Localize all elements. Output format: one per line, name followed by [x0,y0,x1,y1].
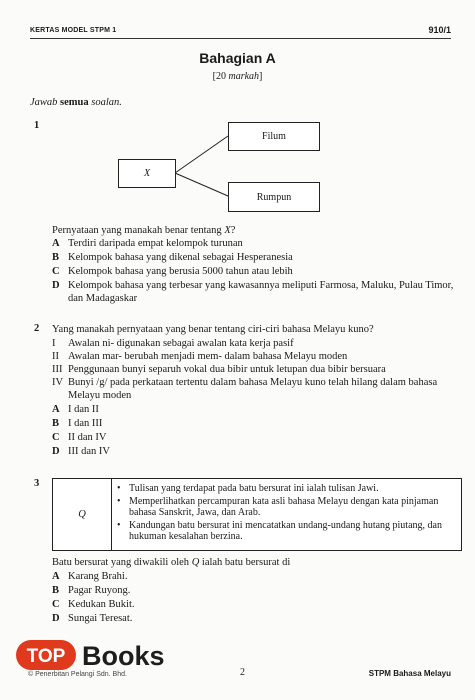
instruction-rest: soalan. [88,97,122,108]
subject-footer: STPM Bahasa Melayu [368,669,451,678]
q3-bullet-2 [115,496,457,519]
option-label: D [52,613,60,624]
section-title: Bahagian A [199,50,276,66]
q3-bullet-list [115,483,457,544]
q1-option-b[interactable] [52,251,462,264]
q1-option-c[interactable] [52,265,462,278]
marks-close: ] [259,71,263,82]
q1-option-a[interactable] [52,237,462,250]
bullet-text: Tulisan yang terdapat pada batu bersurat ini ialah tulisan Jawi. [129,483,379,494]
publisher-footer: © Penerbitan Pelangi Sdn. Bhd. [28,671,127,678]
instruction-bold: semua [60,97,89,108]
watermark-top: TOP [26,646,66,667]
bullet-icon: • [117,495,121,507]
option-text: Terdiri daripada empat kelompok turunan [68,238,243,249]
q3-option-b[interactable] [52,584,252,597]
option-label: C [52,432,60,443]
statement-label: II [52,351,59,362]
diagram-box-x: X [118,159,176,188]
bullet-icon: • [117,483,121,494]
q3-info-table [52,478,462,551]
option-text: Sungai Teresat. [68,613,133,624]
diagram-box-rumpun: Rumpun [228,182,320,212]
option-text: I dan II [68,404,99,415]
instruction-lead: Jawab [30,97,61,108]
option-text: Kelompok bahasa yang dikenal sebagai Hesperanesia [68,252,293,263]
option-text: Kelompok bahasa yang berusia 5000 tahun atau lebih [68,266,293,277]
option-label: B [52,252,60,263]
q2-option-c[interactable] [52,431,252,444]
option-label: D [52,446,60,457]
option-text: Kedukan Bukit. [68,599,135,610]
q2-option-b[interactable] [52,417,252,430]
exam-header-title: KERTAS MODEL STPM 1 [30,27,117,34]
q1-stem-post: ? [230,225,236,236]
option-label: A [52,238,60,249]
bullet-icon: • [117,519,121,531]
q3-bullet-3 [115,520,457,543]
q2-option-a[interactable] [52,403,252,416]
watermark-books: Books [82,641,165,671]
option-label: C [52,599,60,610]
option-label: D [52,280,60,291]
question-1-stem [52,224,235,237]
paper-code: 910/1 [428,25,451,35]
diagram-box-filum: Filum [228,122,320,151]
bullet-text: Memperlihatkan percampuran kata asli bahasa Melayu dengan kata pinjaman bahasa Sanskrit, Jawa, dan Arab. [129,495,439,518]
option-label: B [52,585,60,596]
option-text: Pagar Ruyong. [68,585,131,596]
statement-text: Bunyi /g/ pada perkataan tertentu dalam bahasa Melayu kuno telah hilang dalam bahasa Melayu moden [68,377,438,401]
option-label: B [52,418,60,429]
q2-option-d[interactable] [52,445,252,458]
question-3-number: 3 [34,478,40,489]
statement-label: III [52,364,63,375]
statement-label: I [52,338,56,349]
q1-stem-pre: Pernyataan yang manakah benar tentang [52,225,225,236]
q2-statement-iv [52,376,456,402]
q3-cell-q: Q [53,479,112,550]
q1-stem-var: X [224,225,231,236]
q3-option-a[interactable] [52,570,252,583]
statement-text: Awalan mar- berubah menjadi mem- dalam bahasa Melayu moden [68,351,348,362]
q3-stem-pre: Batu bersurat yang diwakili oleh [52,557,192,568]
option-text: I dan III [68,418,103,429]
q3-option-c[interactable] [52,598,252,611]
option-text: III dan IV [68,446,110,457]
q2-statement-ii [52,350,462,363]
option-label: A [52,571,60,582]
question-3-stem [52,556,290,569]
page-number: 2 [240,667,245,678]
topbooks-logo-icon [14,636,192,676]
q2-statement-iii [52,363,467,376]
option-label: C [52,266,60,277]
question-2-number: 2 [34,323,40,334]
option-text: II dan IV [68,432,107,443]
bullet-text: Kandungan batu bersurat ini mencatatkan undang-undang hutang piutang, dan hukuman kesalahan berzina. [129,519,442,542]
option-label: A [52,404,60,415]
q3-stem-post: ialah batu bersurat di [199,557,291,568]
q1-option-d[interactable] [52,279,458,305]
q3-option-d[interactable] [52,612,252,625]
option-text: Karang Brahi. [68,571,128,582]
q3-stem-var: Q [191,557,200,568]
statement-text: Penggunaan bunyi separuh vokal dua bibir untuk letupan dua bibir bersuara [68,364,386,375]
marks-open: [20 [212,71,229,82]
marks-word: markah [228,71,260,82]
statement-text: Awalan ni- digunakan sebagai awalan kata kerja pasif [68,338,294,349]
question-2-stem: Yang manakah pernyataan yang benar tentang ciri-ciri bahasa Melayu kuno? [52,324,374,335]
question-1-number: 1 [34,120,40,131]
q2-statement-i [52,337,462,350]
statement-label: IV [52,377,64,388]
q3-bullet-1 [115,483,457,495]
option-text: Kelompok bahasa yang terbesar yang kawasannya meliputi Farmosa, Maluku, Pulau Timor, dan Madagaskar [68,280,454,304]
